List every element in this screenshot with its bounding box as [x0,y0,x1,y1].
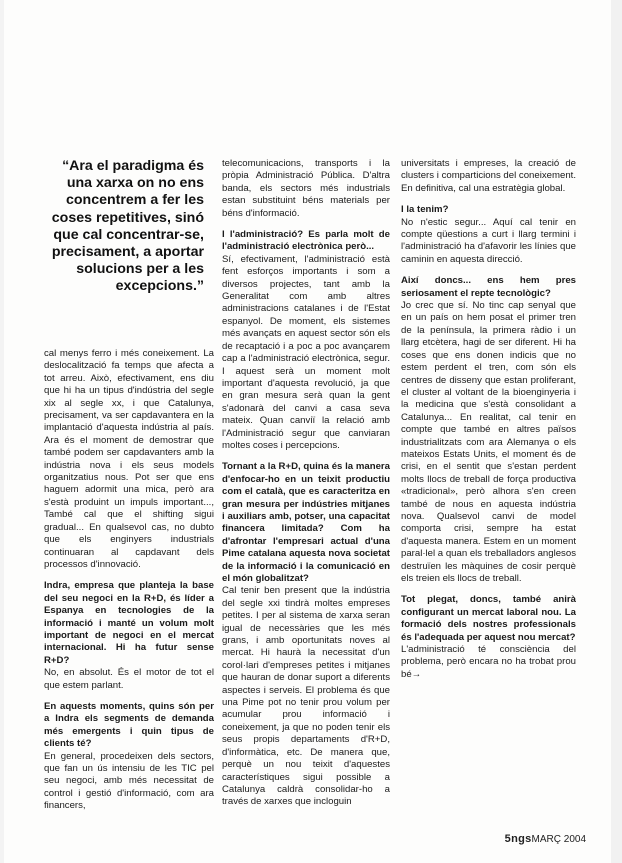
page-footer [505,833,586,845]
pull-quote: “Ara el paradigma és una xarxa on no ens concentrem a fer les coses repetitives, sinó que cal concentrar-se, precisament, a aportar solucions per a les excepcions.” [51,158,204,295]
interview-answer: Cal tenir ben present que la indústria del segle xxi tindrà moltes empreses petites. I per al sistema de xarxa seran igual de necessàries que les més grans, i amb oportunitats noves al mercat. Hi haurà la necessitat d'un corol·lari d'empreses petites i mitjanes que hauran de donar suport a diferents aspectes i serveis. El problema és que una Pime pot no tenir prou volum per acumular prou informació i coneixement, ja que no poden tenir els seus propis departaments d'R+D, d'informàtica, etc. De manera que, perquè un nou teixit d'aquestes característiques sigui possible a Catalunya caldrà consolidar-ho a través de xarxes que incloguin [222,585,390,808]
interview-question: Indra, empresa que planteja la base del seu negoci en la R+D, és líder a Espanya en tecnologies de la informació i manté un volum molt important de negoci en el mercat internacional. Hi ha futur sense R+D? [44,580,214,666]
issue-date: MARÇ 2004 [531,834,586,845]
interview-answer: En general, procedeixen dels sectors, que fan un ús intensiu de les TIC pel seu negoci, amb més necessitat de control i gestió d'informació, com ara financers, [44,750,214,812]
interview-answer: Sí, efectivament, l'administració està fent esforços importants i som a diversos projectes, tant amb la Generalitat com amb altres administracions catalanes i de l'Estat espanyol. De moment, els sistemes més avançats en aquest sector són els de recaptació i a poc a poc avançarem cap a l'administració electrònica, segur. I aquest serà un moment molt important d'aquesta revolució, ja que en gran mesura serà quan la gent s'adonarà del canvi a casa seva mateix. Quan canviï la relació amb l'Administració segur que canviaran moltes coses i percepcions. [222,253,390,451]
interview-question: Així doncs... ens hem pres seriosament el repte tecnològic? [401,275,576,299]
interview-question: I la tenim? [401,204,449,216]
interview-answer: No n'estic segur... Aquí cal tenir en compte qüestions a curt i llarg termini i l'administració ha d'afavorir les línies que caminin en aquesta direcció. [401,216,576,265]
page-left-edge [0,0,4,863]
interview-answer: cal menys ferro i més coneixement. La deslocalització fa temps que afecta a tot arreu. Això, efectivament, ens diu que hi ha un tipus d'indústria del segle xix al segle xx, i que Catalunya, precisament, va ser capdavantera en la implantació d'aquesta indústria al país. Ara és el moment de demostrar que també podem ser capdavanters amb la indústria nova i els seus models organitzatius nous. Pot ser que ens haguem adormit una mica, però ara s'està produint un impuls important..., També cal que el shifting sigui gradual... En qualsevol cas, no dubto que els enginyers industrials continuaran al capdavant dels processos d'innovació. [44,348,214,570]
interview-answer: telecomunicacions, transports i la pròpia Administració Pública. D'altra banda, els sectors més industrials estan substituint béns materials per béns d'informació. [222,158,390,219]
interview-answer: universitats i empreses, la creació de clusters i comparticions del coneixement. En definitiva, cal una estratègia global. [401,158,576,194]
interview-answer: L'administració té consciència del problema, però encara no ha trobat prou bé→ [401,644,576,680]
page-right-edge [611,0,622,863]
interview-answer: No, en absolut. És el motor de tot el que estem parlant. [44,667,214,691]
magazine-logo: 5ngs [504,833,532,845]
interview-question: Tot plegat, doncs, també anirà configurant un mercat laboral nou. La formació dels nostres professionals és l'adequada per aquest nou mercat? [401,594,576,643]
interview-question: Tornant a la R+D, quina és la manera d'enfocar-ho en un teixit productiu com el català, que es caracteritza en gran mesura per indústries mitjanes i auxiliars amb, potser, una capacitat financera limitada? Com ha d'afrontar l'empresari actual d'una Pime catalana aquesta nova societat de la informació i la comunicació en el món globalitzat? [222,461,390,584]
column-3 [401,158,576,681]
interview-answer: Jo crec que sí. No tinc cap senyal que en un país on hem posat el primer tren de la península, la primera ràdio i un llarg etcètera, hagi de ser diferent. Hi ha coses que ens donen indicis que no estem perdent el tren, com són els centres de disseny que estan proliferant, el cluster al voltant de la bioenginyeria i la medicina que s'està consolidant a Catalunya... En realitat, cal tenir en compte que també en altres països industrialitzats com ara Alemanya o els mateixos Estats Units, el moment és de crisi, en el sentit que s'estan perdent molts llocs de treball de força productiva «tradicional», però alhora s'en creen també de nous en aquesta indústria nova. Qualsevol canvi de model comporta crisi, sempre ha estat d'aquesta manera. Estem en un moment paral·lel a quan els treballadors anglesos destruïen les màquines de cosir perquè els treien els llocs de treball. [401,300,576,584]
column-2 [222,158,390,809]
interview-question: En aquests moments, quins són per a Indra els segments de demanda més emergents i quin tipus de clients té? [44,700,214,750]
column-1 [44,348,214,813]
show-through-text [30,22,190,62]
interview-question: I l'administració? Es parla molt de l'administració electrònica però... [222,229,390,253]
